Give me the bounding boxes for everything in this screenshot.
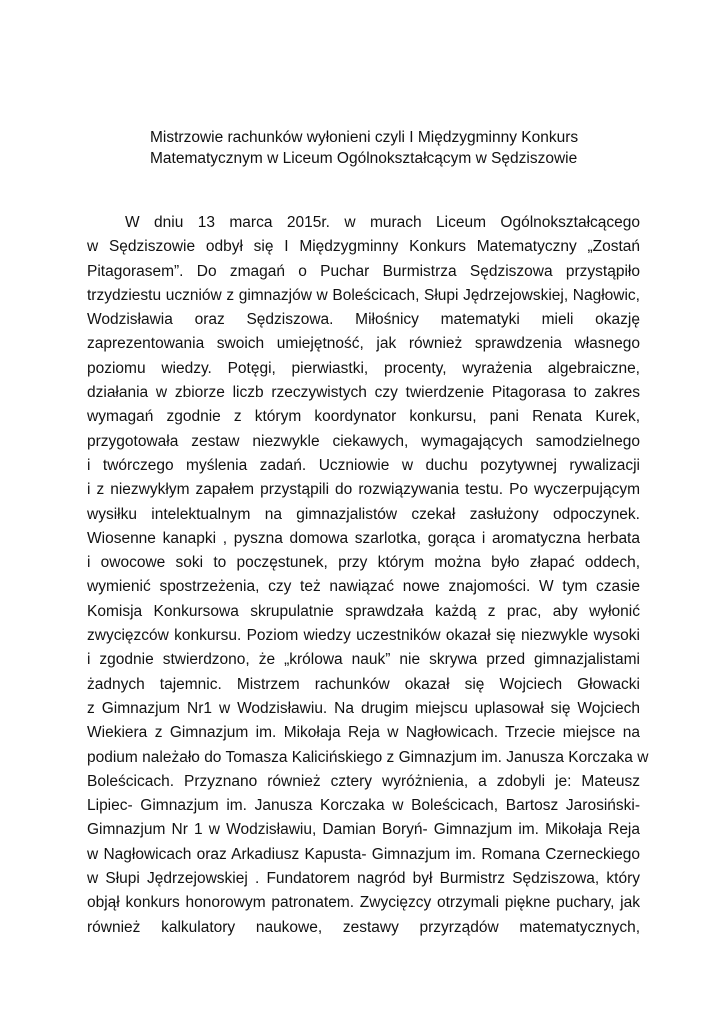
body-line: zwycięzców konkursu. Poziom wiedzy uczestników okazał się niezwykle wysoki [87, 627, 640, 645]
title-line: Mistrzowie rachunków wyłonieni czyli I Międzygminny Konkurs [150, 129, 579, 146]
body-line: trzydziestu uczniów z gimnazjów w Boleścicach, Słupi Jędrzejowskiej, Nagłowic, [87, 286, 640, 304]
title-line: Matematycznym w Liceum Ogólnokształcącym w Sędziszowie [150, 150, 578, 167]
body-line: i z niezwykłym zapałem przystąpili do rozwiązywania testu. Po wyczerpującym [87, 481, 640, 499]
body-line: zaprezentowania swoich umiejętność, jak również sprawdzenia własnego [87, 335, 640, 353]
body-line: i twórczego myślenia zadań. Uczniowie w duchu pozytywnej rywalizacji [87, 456, 640, 474]
body-line: żadnych tajemnic. Mistrzem rachunków okazał się Wojciech Głowacki [87, 675, 640, 693]
body-line: Komisja Konkursowa skrupulatnie sprawdzała każdą z prac, aby wyłonić [87, 602, 640, 620]
body-line: Boleścicach. Przyznano również cztery wyróżnienia, a zdobyli je: Mateusz [87, 772, 640, 790]
body-line: w Słupi Jędrzejowskiej . Fundatorem nagród był Burmistrz Sędziszowa, który [87, 870, 640, 888]
body-line: podium należało do Tomasza Kalicińskiego z Gimnazjum im. Janusza Korczaka w [87, 748, 649, 766]
body-line: W dniu 13 marca 2015r. w murach Liceum Ogólnokształcącego [125, 214, 640, 231]
body-line: w Sędziszowie odbył się I Międzygminny Konkurs Matematyczny „Zostań [87, 238, 640, 256]
body-line: Wodzisławia oraz Sędziszowa. Miłośnicy matematyki mieli okazję [87, 311, 640, 329]
body-line: i zgodnie stwierdzono, że „królowa nauk” nie skrywa przed gimnazjalistami [87, 651, 640, 669]
body-line: objął konkurs honorowym patronatem. Zwycięzcy otrzymali piękne puchary, jak [87, 894, 640, 912]
body-line: w Nagłowicach oraz Arkadiusz Kapusta- Gimnazjum im. Romana Czerneckiego [87, 845, 640, 863]
body-line: Lipiec- Gimnazjum im. Janusza Korczaka w Boleścicach, Bartosz Jarosiński- [87, 797, 640, 815]
document-title [150, 127, 610, 169]
body-line: poziomu wiedzy. Potęgi, pierwiastki, procenty, wyrażenia algebraiczne, [87, 359, 640, 377]
body-line: i owocowe soki to poczęstunek, przy którym można było złapać oddech, [87, 554, 640, 572]
body-line: Pitagorasem”. Do zmagań o Puchar Burmistrza Sędziszowa przystąpiło [87, 262, 640, 280]
body-line: Wiekiera z Gimnazjum im. Mikołaja Reja w Nagłowicach. Trzecie miejsce na [87, 724, 640, 742]
body-line: wysiłku intelektualnym na gimnazjalistów czekał zasłużony odpoczynek. [87, 505, 640, 523]
body-line: Gimnazjum Nr 1 w Wodzisławiu, Damian Boryń- Gimnazjum im. Mikołaja Reja [87, 821, 640, 839]
body-line: wymienić spostrzeżenia, czy też nawiązać nowe znajomości. W tym czasie [87, 578, 640, 596]
body-line: działania w zbiorze liczb rzeczywistych czy twierdzenie Pitagorasa to zakres [87, 384, 640, 402]
article-body [87, 211, 649, 940]
body-line: Wiosenne kanapki , pyszna domowa szarlotka, gorąca i aromatyczna herbata [87, 529, 640, 547]
body-line: również kalkulatory naukowe, zestawy przyrządów matematycznych, [87, 918, 640, 936]
body-line: wymagań zgodnie z którym koordynator konkursu, pani Renata Kurek, [87, 408, 640, 426]
body-line: przygotowała zestaw niezwykle ciekawych, wymagających samodzielnego [87, 432, 640, 450]
body-line: z Gimnazjum Nr1 w Wodzisławiu. Na drugim miejscu uplasował się Wojciech [87, 699, 640, 717]
